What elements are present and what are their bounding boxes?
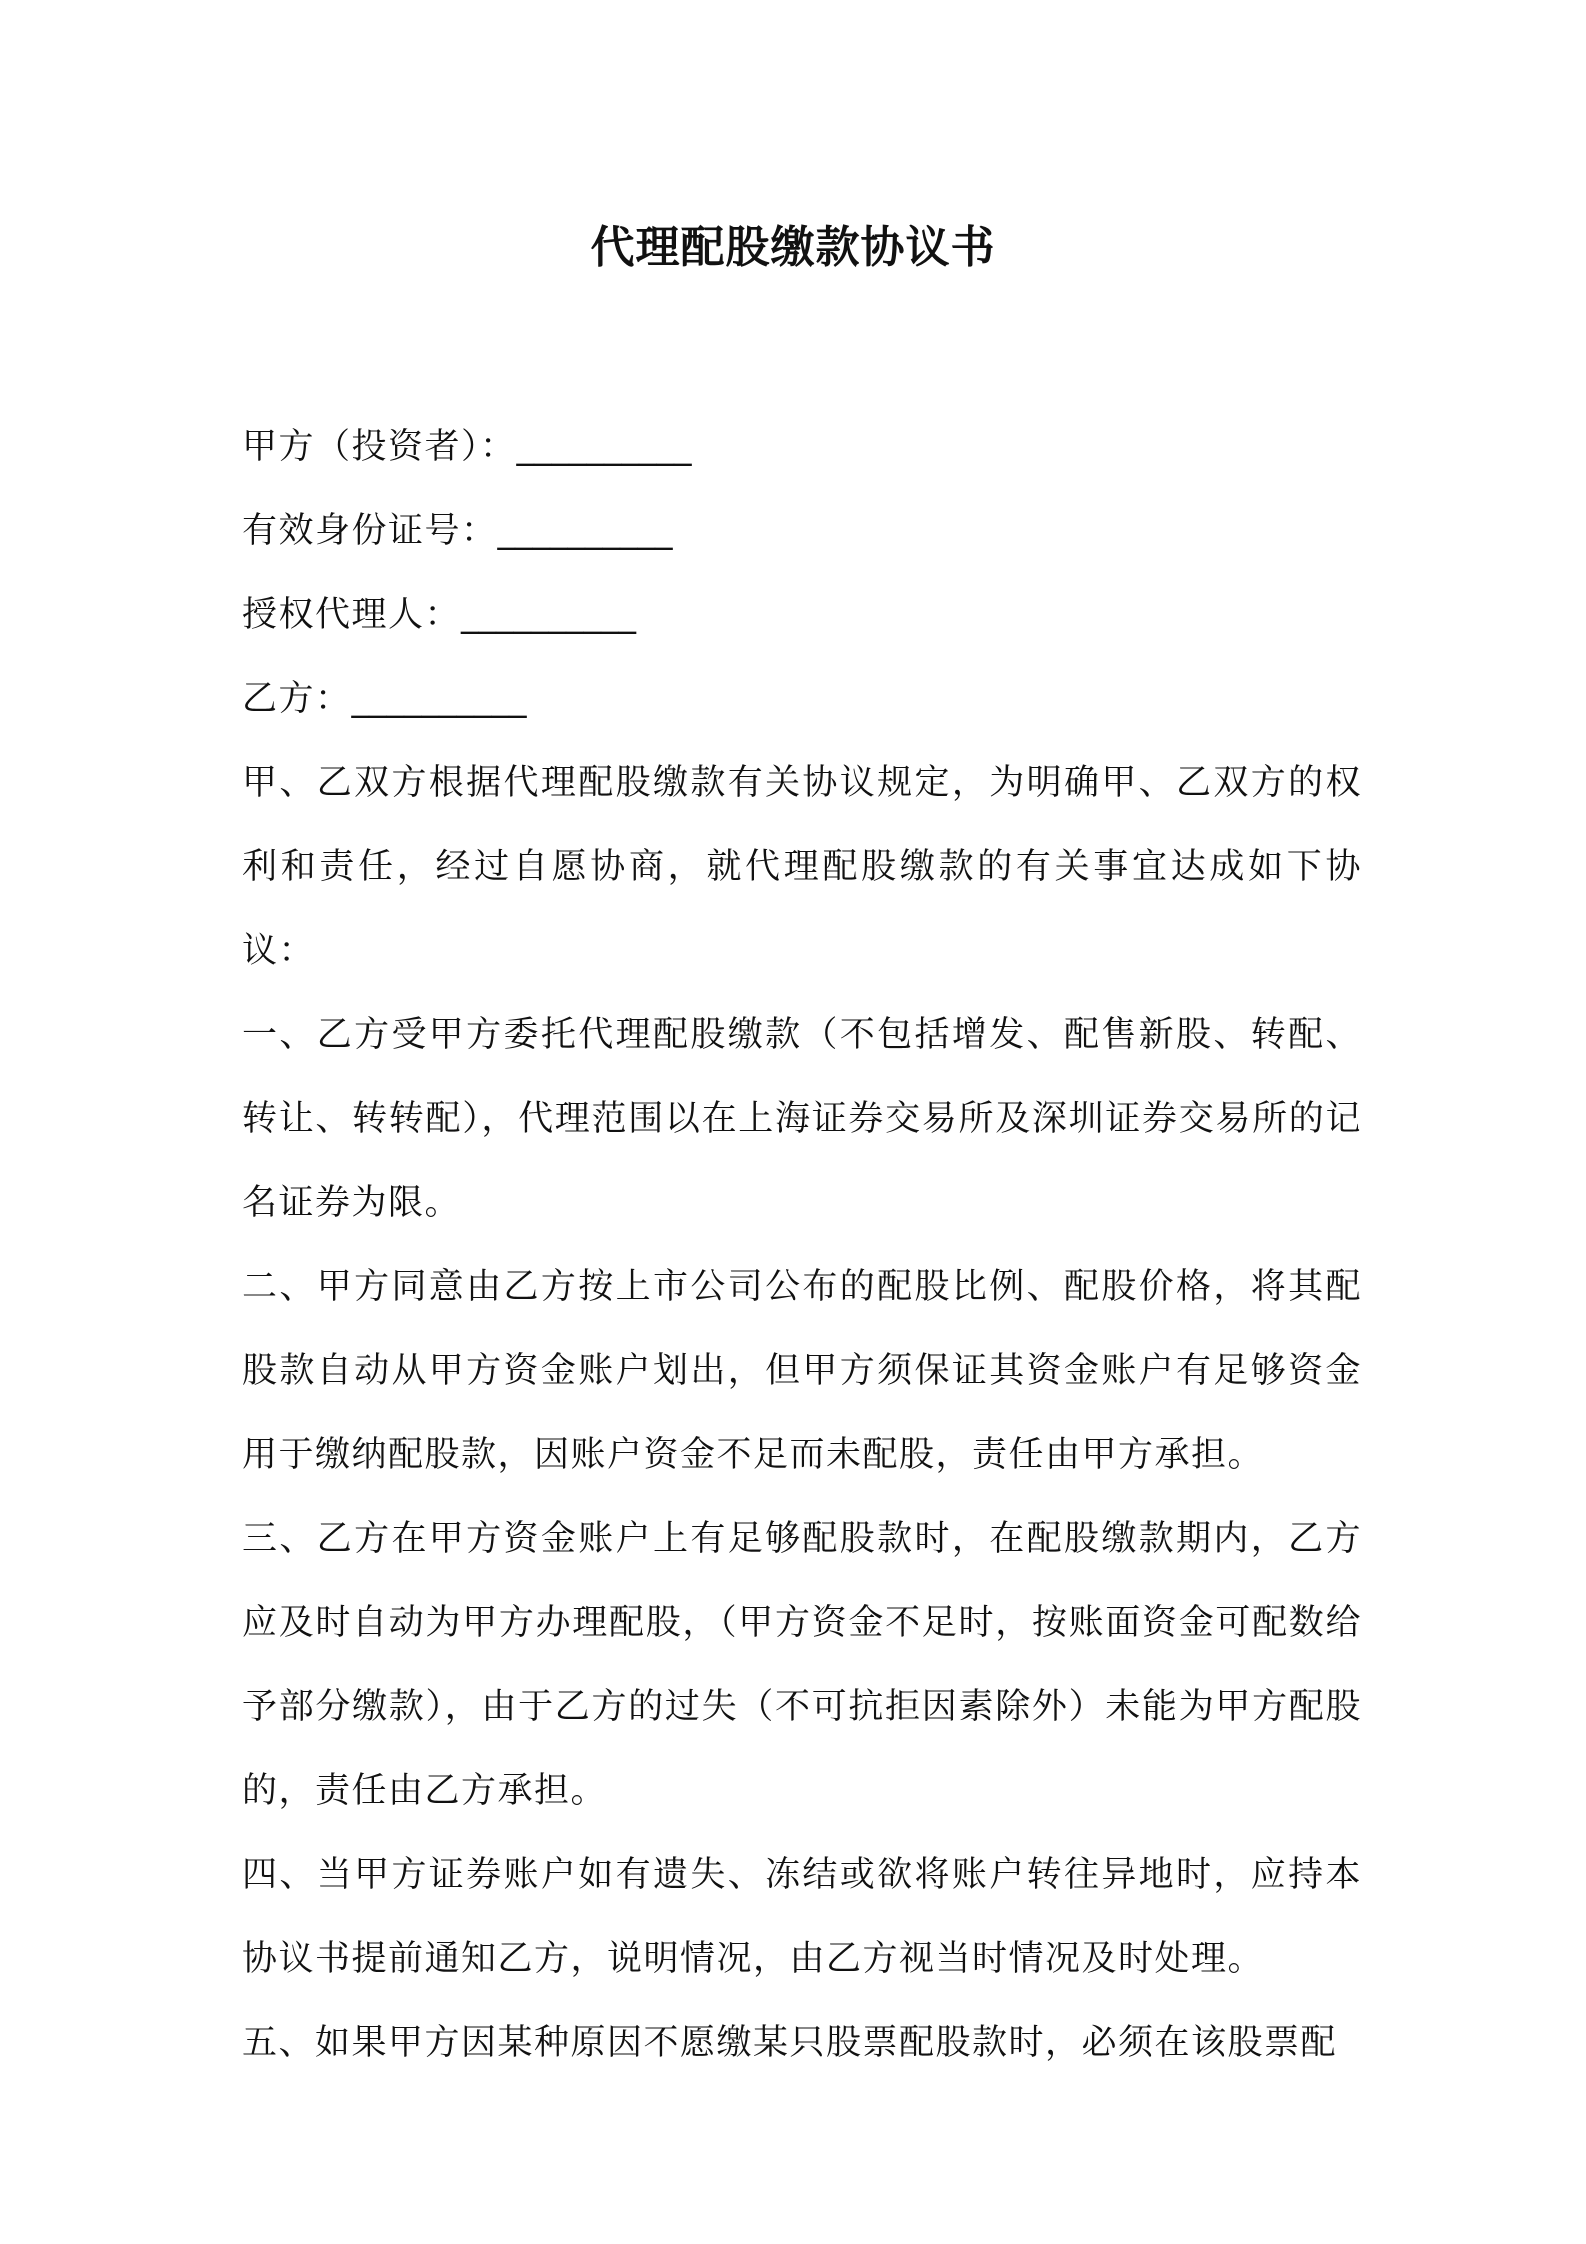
clause-4: 四、当甲方证券账户如有遗失、冻结或欲将账户转往异地时，应持本协议书提前通知乙方，说明情况，由乙方视当时情况及时处理。	[242, 1855, 1362, 1979]
party-a-blank: __________	[516, 427, 692, 467]
party-b-field	[242, 657, 1362, 741]
authorized-agent-label: 授权代理人：	[242, 595, 462, 635]
party-b-blank: __________	[351, 679, 527, 719]
authorized-agent-blank: __________	[461, 595, 637, 635]
authorized-agent-field	[242, 573, 1362, 657]
clause-5: 五、如果甲方因某种原因不愿缴某只股票配股款时，必须在该股票配	[242, 2023, 1338, 2063]
preamble-paragraph: 甲、乙双方根据代理配股缴款有关协议规定，为明确甲、乙双方的权利和责任，经过自愿协商，就代理配股缴款的有关事宜达成如下协议：	[242, 763, 1362, 971]
id-number-label: 有效身份证号：	[242, 511, 498, 551]
party-b-label: 乙方：	[242, 679, 352, 719]
document-title: 代理配股缴款协议书	[590, 222, 996, 273]
clause-1: 一、乙方受甲方委托代理配股缴款（不包括增发、配售新股、转配、转让、转转配），代理范围以在上海证券交易所及深圳证券交易所的记名证券为限。	[242, 1015, 1362, 1223]
id-number-field	[242, 489, 1362, 573]
party-a-label: 甲方（投资者）：	[242, 427, 517, 467]
document-body	[242, 405, 1362, 2085]
clause-3: 三、乙方在甲方资金账户上有足够配股款时，在配股缴款期内，乙方应及时自动为甲方办理配股，（甲方资金不足时，按账面资金可配数给予部分缴款），由于乙方的过失（不可抗拒因素除外）未能为甲方配股的，责任由乙方承担。	[242, 1519, 1362, 1811]
party-a-field	[242, 405, 1362, 489]
clause-2: 二、甲方同意由乙方按上市公司公布的配股比例、配股价格，将其配股款自动从甲方资金账户划出，但甲方须保证其资金账户有足够资金用于缴纳配股款，因账户资金不足而未配股，责任由甲方承担。	[242, 1267, 1362, 1475]
id-number-blank: __________	[497, 511, 673, 551]
